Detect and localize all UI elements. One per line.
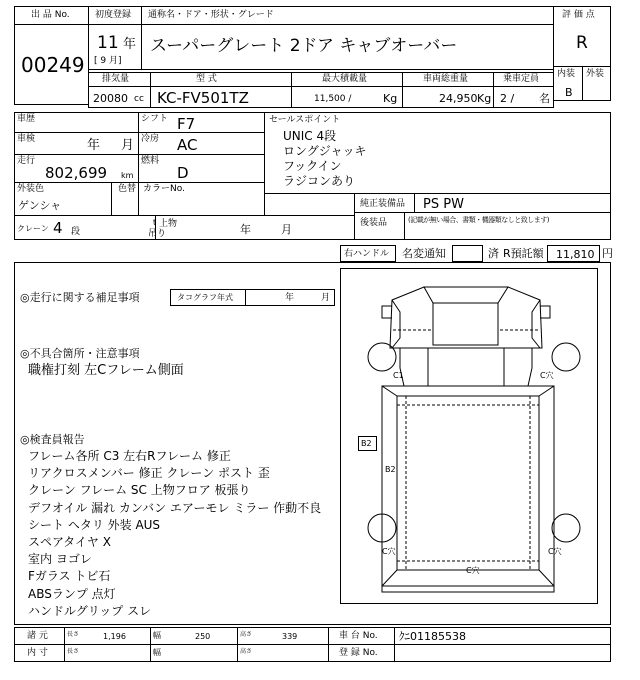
capacity-unit: 名 [539,92,550,105]
mark-c-hole-rear-left: C穴 [382,547,396,556]
first-reg-label: 初度登録 [95,10,132,20]
length-value: 1,196 [103,632,126,641]
body-label: 上物 [159,219,178,229]
gross-weight-cell [402,86,494,108]
inspector-title: ◎検査員報告 [20,433,85,446]
exterior-grade-label: 外装 [586,69,605,79]
gross-weight-value: 24,950 [439,92,478,105]
spec-label-cell [14,627,65,645]
inspector-line: ハンドルグリップ スレ [28,603,152,618]
lot-no-divider [15,24,88,25]
inspector-line: 室内 ヨゴレ [28,552,92,567]
fuel-cell [138,154,265,183]
right-hand-cell [340,245,396,262]
gross-weight-label-cell [402,72,494,87]
registration-label-cell [328,644,395,662]
gross-weight-label: 車両総重量 [423,74,469,84]
max-load-label: 最大積載量 [322,74,368,84]
interior-length-cell [64,644,151,662]
inspection-label: 車検 [17,134,36,144]
sales-point-item: UNIC 4段 [283,129,337,143]
retrofit-note: (記載が無い場合、書類・機器類なしと致します) [408,216,549,224]
mark-b2: B2 [385,465,396,474]
mileage-label: 走行 [17,156,36,166]
width-label: 幅 [153,631,161,640]
retrofit-label-cell [354,212,405,240]
mark-c-hole-front-right: C穴 [540,371,554,380]
mileage-cell [14,154,139,183]
sales-point-item: ラジコンあり [283,174,356,188]
body-month-unit: 月 [281,223,292,236]
history-label: 車歴 [17,114,36,124]
inspector-line: デフオイル 漏れ カンバン エアーモレ ミラー 作動不良 [28,500,322,515]
registration-cell [394,644,611,662]
history-cell [14,112,139,133]
width-value: 250 [195,632,211,641]
length-cell [64,627,151,645]
inspector-line: クレーン フレーム SC 上物フロア 板張り [28,483,251,498]
defect-line: 職権打刻 左Cフレーム側面 [28,363,184,378]
score-value: R [576,33,588,53]
inspector-line: シート ヘタリ 外装 AUS [28,517,161,532]
recycle-prefix: 済 [488,247,499,260]
inspection-cell [14,132,139,155]
first-reg-label-cell [88,6,142,25]
capacity-label-cell [493,72,554,87]
color-change-cell [111,182,139,216]
genuine-equipment-label-cell [354,193,415,213]
lot-no-label: 出 品 No. [31,10,70,20]
max-load-cell [291,86,403,108]
tachograph-divider [245,290,246,305]
score-label: 評 価 点 [562,10,595,20]
crane-label: クレーン [17,224,49,233]
inspection-month-unit: 月 [121,138,135,153]
ext-color-cell [14,182,112,216]
model-cell [150,86,292,108]
lot-no-cell [14,6,89,105]
interior-dim-label-cell [14,644,65,662]
tachograph-box [170,289,335,306]
max-load-label-cell [291,72,403,87]
mileage-value: 802,699 [45,164,108,182]
model-value: KC-FV501TZ [157,89,249,107]
inspector-report-list [28,448,321,620]
interior-width-label: 幅 [153,648,161,657]
lot-number: 00249 [21,53,85,77]
recycle-amount-box [547,245,600,262]
tachograph-month-unit: 月 [321,293,331,303]
sales-points-label: セールスポイント [269,115,341,125]
spec-label: 諸 元 [27,631,48,641]
inspection-year-unit: 年 [87,138,101,153]
displacement-label-cell [88,72,151,87]
mileage-unit: km [121,171,134,180]
inspector-line: フレーム各所 C3 左右Rフレーム 修正 [28,449,231,463]
crane-stage-unit: 段 [71,227,81,237]
chassis-cell [394,627,611,645]
height-value: 339 [282,632,298,641]
gross-weight-unit: Kg [477,92,492,105]
chassis-value: ｸﾆ01185538 [399,630,466,643]
displacement-unit: cc [134,94,144,104]
b2-box-label: B2 [361,439,372,448]
inspector-line: リアクロスメンバー 修正 クレーン ポスト 歪 [28,466,270,481]
model-label-cell [150,72,292,87]
year-cell [88,24,142,70]
fuel-label: 燃料 [141,156,160,166]
score-cell [553,6,611,67]
body-cell [155,215,355,240]
vehicle-name-cell [141,24,554,70]
capacity-label: 乗車定員 [503,74,540,84]
tachograph-year-unit: 年 [285,293,295,303]
registration-label: 登 録 No. [339,648,378,658]
inspector-line: スペアタイヤ X [28,535,111,550]
retrofit-label: 後装品 [360,218,388,228]
displacement-label: 排気量 [102,74,130,84]
interior-grade-label: 内装 [557,69,576,79]
interior-height-label: 高さ [240,648,253,655]
ac-value: AC [177,136,198,154]
name-change-box [452,245,483,262]
body-year-unit: 年 [240,223,251,236]
displacement-value: 20080 [93,92,128,105]
crane-stages: 4 [53,219,63,237]
right-hand-label: 右ハンドル [344,249,390,259]
genuine-equipment-value: PS PW [423,197,464,212]
b2-box [358,436,377,451]
inspector-line: ABSランプ 点灯 [28,586,116,601]
interior-length-label: 長さ [67,648,80,655]
max-load-value: 11,500 / [314,94,352,104]
max-load-unit: Kg [383,92,398,105]
ac-label: 冷房 [141,134,160,144]
retrofit-cell [404,212,611,240]
inspector-line: Fガラス トビ石 [28,569,111,584]
chassis-label: 車 台 No. [339,631,378,641]
capacity-cell [493,86,554,108]
shift-label: シフト [141,114,169,124]
defects-title: ◎不具合箇所・注意事項 [20,347,140,360]
first-reg-year-unit: 年 [123,37,137,52]
fuel-value: D [177,164,189,182]
capacity-value: 2 / [500,92,515,105]
height-cell [237,627,329,645]
model-label: 型 式 [196,74,217,84]
interior-dim-label: 内 寸 [27,648,48,658]
interior-grade-cell [553,66,583,101]
exterior-grade-cell [582,66,611,101]
vehicle-name-label: 通称名・ドア・形状・グレード [148,10,274,20]
interior-height-cell [237,644,329,662]
crane-cell [14,215,167,240]
length-label: 長さ [67,631,80,638]
mark-c1: C1 [393,371,404,380]
recycle-amount: 11,810 [556,248,595,261]
color-change-label: 色替 [118,184,137,194]
width-cell [150,627,238,645]
recycle-label: R預託額 [503,247,544,260]
ext-color-value: ゲンシャ [18,199,62,212]
mark-c-hole-bottom: C穴 [466,566,480,575]
displacement-cell [88,86,151,108]
sales-point-item: ロングジャッキ [283,144,367,158]
genuine-equipment-cell [414,193,611,213]
interior-width-cell [150,644,238,662]
sales-points-box [264,112,611,194]
genuine-equipment-label: 純正装備品 [360,199,406,209]
first-reg-month: [ 9 月] [94,56,122,66]
vehicle-name: スーパーグレート 2ドア キャブオーバー [150,36,458,56]
crane-hang-unit: 吊り [148,229,167,239]
crane-t-unit: t [153,218,157,227]
vehicle-name-label-cell [141,6,554,25]
sales-points-list [283,129,367,189]
name-change-label: 名変通知 [402,247,446,260]
shift-cell [138,112,265,133]
chassis-label-cell [328,627,395,645]
first-reg-year: 11 [97,33,119,53]
color-no-cell [138,182,265,216]
recycle-unit: 円 [602,247,613,260]
mark-c-hole-rear-right: C穴 [548,547,562,556]
tachograph-label: タコグラフ年式 [177,293,233,302]
sales-point-item: フックイン [283,159,342,173]
driving-notes-title: ◎走行に関する補足事項 [20,291,140,304]
height-label: 高さ [240,631,253,638]
ac-cell [138,132,265,155]
shift-value: F7 [177,115,196,133]
ext-color-label: 外装色 [17,184,45,194]
interior-grade: B [565,86,573,99]
color-no-label: カラーNo. [143,184,185,194]
